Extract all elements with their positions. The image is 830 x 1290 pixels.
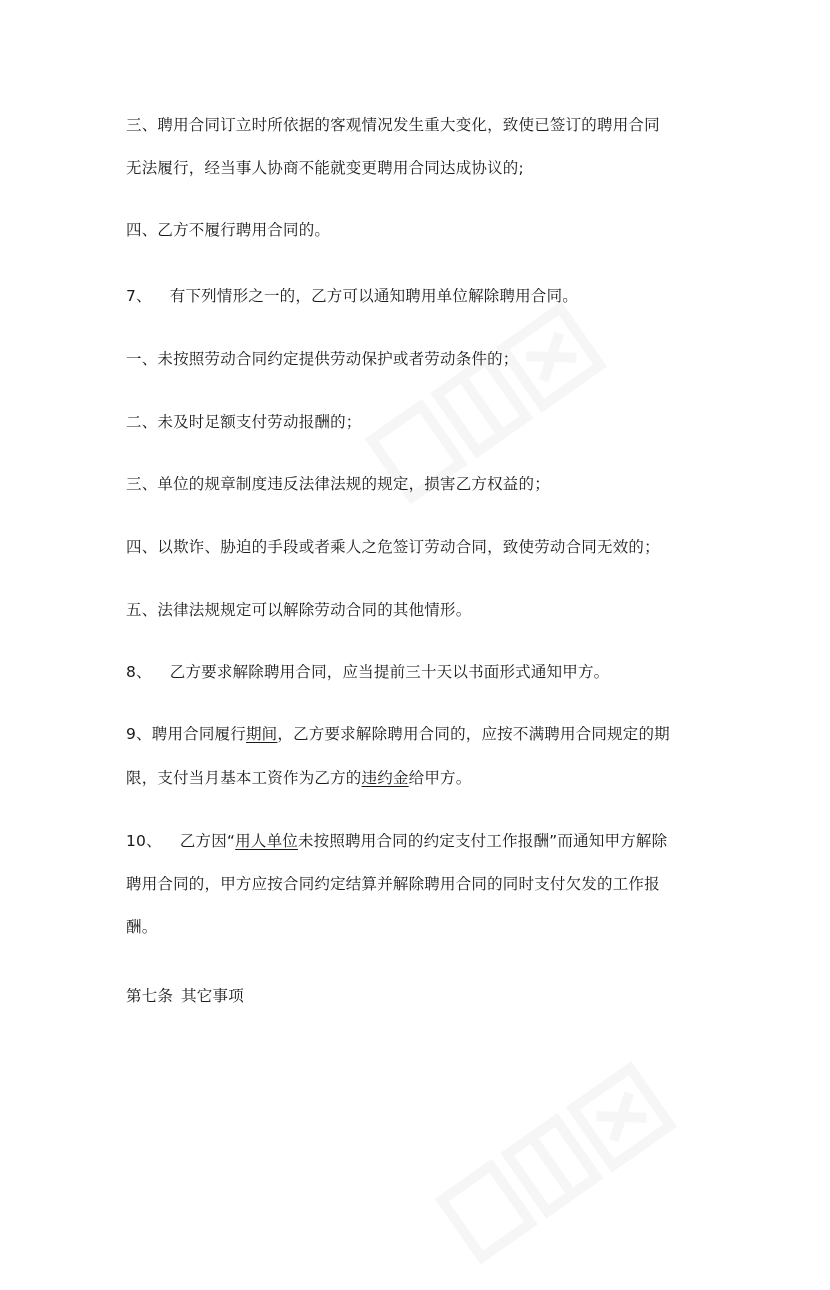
text-span: 未按照聘用合同的约定支付工作报酬”而通知甲方解除 bbox=[297, 832, 668, 850]
paragraph-line bbox=[126, 724, 670, 744]
text-span: 乙方因“ bbox=[179, 832, 236, 850]
underlined-term: 期间 bbox=[245, 725, 278, 743]
article-number: 第七条 bbox=[126, 987, 174, 1005]
paragraph-line: 五、法律法规规定可以解除劳动合同的其他情形。 bbox=[126, 601, 472, 619]
section-heading bbox=[126, 986, 244, 1006]
paragraph-line: 无法履行，经当事人协商不能就变更聘用合同达成协议的; bbox=[126, 159, 524, 177]
text-span: ，乙方要求解除聘用合同的，应按不满聘用合同规定的期 bbox=[277, 725, 670, 743]
paragraph-line: 三、单位的规章制度违反法律法规的规定，损害乙方权益的； bbox=[126, 475, 550, 493]
item-text: 乙方要求解除聘用合同，应当提前三十天以书面形式通知甲方。 bbox=[169, 663, 610, 681]
item-number: 8、 bbox=[126, 663, 152, 681]
text-span: 限，支付当月基本工资作为乙方的 bbox=[126, 769, 362, 787]
paragraph-line: 三、聘用合同订立时所依据的客观情况发生重大变化，致使已签订的聘用合同 bbox=[126, 116, 660, 134]
article-title: 其它事项 bbox=[181, 987, 244, 1005]
paragraph-line: 四、以欺诈、胁迫的手段或者乘人之危签订劳动合同，致使劳动合同无效的； bbox=[126, 538, 660, 556]
item-text: 有下列情形之一的，乙方可以通知聘用单位解除聘用合同。 bbox=[169, 287, 578, 305]
paragraph-line: 酬。 bbox=[126, 918, 158, 936]
paragraph-line bbox=[126, 831, 667, 851]
paragraph-line: 一、未按照劳动合同约定提供劳动保护或者劳动条件的； bbox=[126, 350, 519, 368]
item-number: 10、 bbox=[126, 832, 162, 850]
paragraph-line: 聘用合同的，甲方应按合同约定结算并解除聘用合同的同时支付欠发的工作报 bbox=[126, 875, 660, 893]
paragraph-line bbox=[126, 662, 609, 682]
item-number: 7、 bbox=[126, 287, 152, 305]
watermark-logo-icon bbox=[410, 1030, 710, 1290]
text-span: 给甲方。 bbox=[408, 769, 472, 787]
paragraph-line: 四、乙方不履行聘用合同的。 bbox=[126, 221, 331, 239]
paragraph-line bbox=[126, 768, 471, 788]
underlined-term: 违约金 bbox=[361, 769, 409, 787]
underlined-term: 用人单位 bbox=[235, 832, 298, 850]
text-span: 9、聘用合同履行 bbox=[126, 725, 246, 743]
paragraph-line: 二、未及时足额支付劳动报酬的； bbox=[126, 413, 362, 431]
paragraph-line bbox=[126, 286, 578, 306]
